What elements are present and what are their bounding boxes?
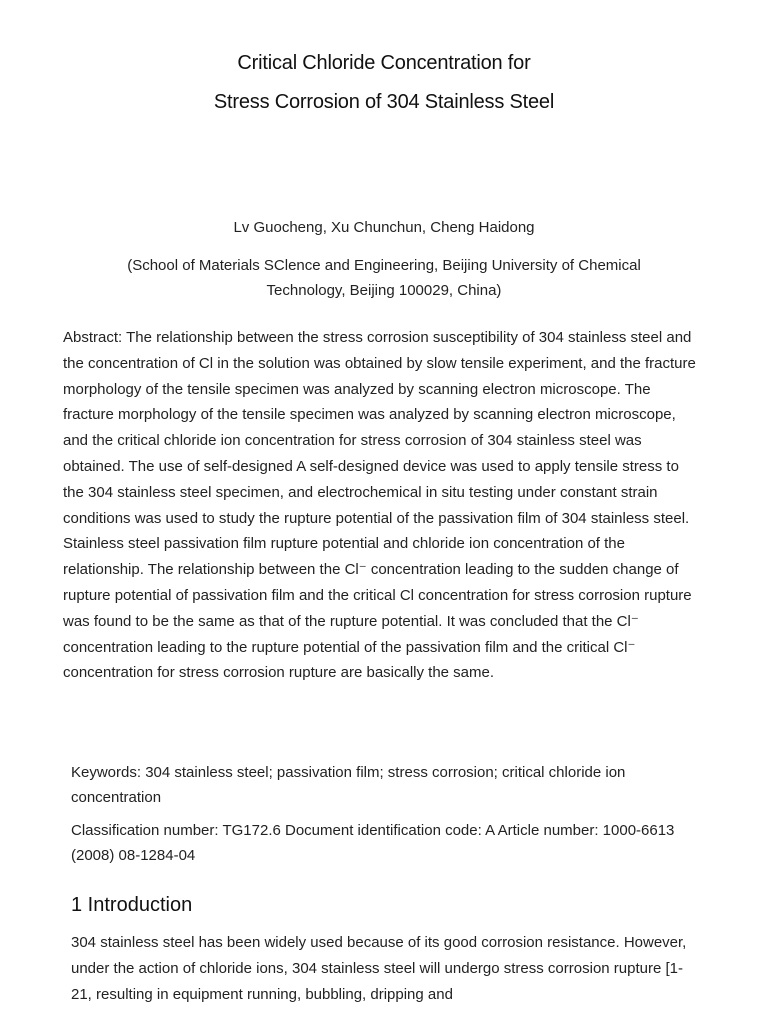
author-list: Lv Guocheng, Xu Chunchun, Cheng Haidong: [233, 219, 535, 236]
keywords-line: Keywords: 304 stainless steel; passivation film; stress corrosion; critical chloride ion concentration: [71, 764, 626, 806]
introduction-paragraph: 304 stainless steel has been widely used because of its good corrosion resistance. However, under the action of chloride ions, 304 stainless steel will undergo stress corrosion rupture [1-21, resulting in equipment running, bubbling, dripping and: [71, 934, 687, 1003]
paper-title-line-1: Critical Chloride Concentration for: [237, 52, 531, 74]
abstract-paragraph: Abstract: The relationship between the stress corrosion susceptibility of 304 stainless steel and the concentration of Cl in the solution was obtained by slow tensile experiment, and the fracture morphology of the tensile specimen was analyzed by scanning electron microscope. The fracture morphology of the tensile specimen was analyzed by scanning electron microscope, and the critical chloride ion concentration for stress corrosion of 304 stainless steel was obtained. The use of self-designed A self-designed device was used to apply tensile stress to the 304 stainless steel specimen, and electrochemical in situ testing under constant strain conditions was used to study the rupture potential of the passivation film of 304 stainless steel. Stainless steel passivation film rupture potential and chloride ion concentration of the relationship. The relationship between the Cl⁻ concentration leading to the sudden change of rupture potential of passivation film and the critical Cl concentration for stress corrosion rupture was found to be the same as that of the rupture potential. It was concluded that the Cl⁻ concentration leading to the rupture potential of the passivation film and the critical Cl⁻ concentration for stress corrosion rupture are basically the same.: [63, 329, 696, 682]
section-heading-introduction: 1 Introduction: [71, 894, 193, 916]
classification-line: Classification number: TG172.6 Document identification code: A Article number: 1000-6613 (2008) 08-1284-04: [71, 822, 675, 864]
author-affiliation: (School of Materials SClence and Engineering, Beijing University of Chemical Technology, Beijing 100029, China): [127, 257, 641, 299]
paper-title-line-2: Stress Corrosion of 304 Stainless Steel: [213, 91, 555, 113]
